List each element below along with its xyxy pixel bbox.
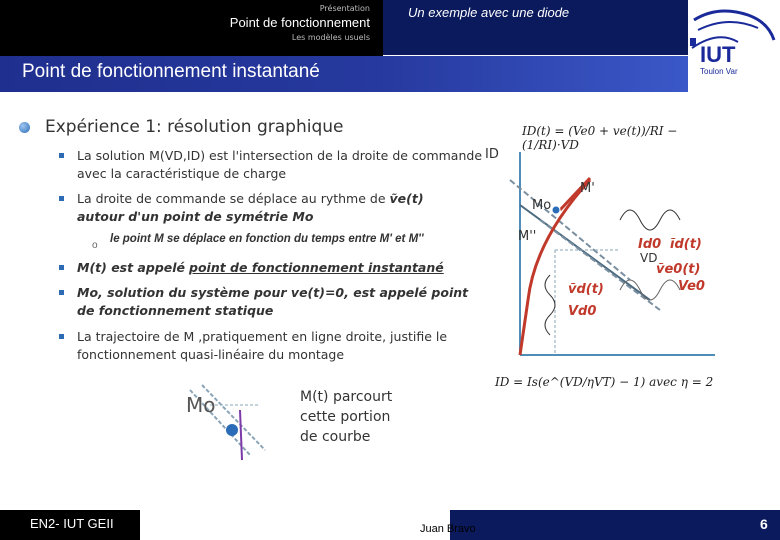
bullet-instant-point	[77, 259, 487, 277]
sub-bullet-circle-icon: o	[92, 240, 98, 251]
zoom-inset	[180, 380, 280, 465]
bullet-square-icon	[59, 265, 64, 270]
bullet-command-line	[77, 190, 487, 226]
m-prime-label: M'	[580, 181, 595, 196]
level1-heading: Expérience 1: résolution graphique	[45, 117, 344, 137]
id-t-label: ĩd(t)	[670, 237, 702, 252]
ve0-t-label: ṽe0(t)	[656, 262, 701, 277]
bullet-static-text: solution du système pour ve(t)=0, est appelé point de fonctionnement statique	[77, 285, 469, 318]
sub-bullet-move: le point M se déplace en fonction du temps entre M' et M''	[110, 233, 424, 245]
bullet-command-text: La droite de commande se déplace au rythme de	[77, 191, 386, 206]
bullet-square-icon	[59, 196, 64, 201]
id-axis-label: ID	[485, 147, 499, 162]
curve-note-line: cette portion	[300, 409, 391, 425]
bullet-square-icon	[59, 153, 64, 158]
vd-sine-wave	[545, 275, 555, 335]
vd-t-label: ṽd(t)	[568, 282, 604, 297]
svg-text:Toulon Var: Toulon Var	[700, 67, 738, 76]
footer-right-panel	[450, 510, 780, 540]
load-line-equation: ID(t) = (Ve0 + ve(t))/RI − (1/RI)·VD	[522, 124, 678, 152]
bullet-instant-link: point de fonctionnement instantané	[189, 260, 444, 275]
bullet-square-icon	[59, 290, 64, 295]
header-slide-topic: Un exemple avec une diode	[408, 5, 570, 20]
bullet-solution: La solution M(VD,ID) est l'intersection de la droite de commande avec la caractéristique de charge	[77, 148, 483, 181]
footer-author: Juan Bravo	[420, 523, 476, 535]
bullet-instant-lead: M(t) est appelé	[77, 260, 186, 275]
page-number: 6	[760, 516, 768, 532]
iut-logo	[688, 0, 780, 90]
bullet-command-tail: autour d'un point de symétrie Mo	[77, 209, 314, 224]
vd0-label: Vd0	[568, 304, 597, 319]
bullet-static-lead: Mo,	[77, 285, 108, 300]
header-sub-label: Les modèles usuels	[291, 33, 370, 42]
curve-note-line: de courbe	[300, 429, 371, 445]
header-main-title: Point de fonctionnement	[229, 15, 370, 30]
footer-left-panel	[0, 510, 140, 540]
zoom-arrow	[240, 410, 242, 460]
ve-sine-wave	[620, 210, 680, 230]
svg-text:IUT: IUT	[700, 42, 736, 67]
m-second-label: M''	[518, 229, 537, 244]
level1-bullet-icon	[19, 122, 30, 133]
operating-point-mo	[552, 206, 560, 214]
mo-label: Mo	[532, 198, 552, 213]
bullet-square-icon	[59, 334, 64, 339]
diode-equation: ID = Is(e^(VD/ηVT) − 1) avec η = 2	[495, 375, 714, 389]
vd-axis-label: VD	[640, 251, 658, 265]
bullet-static-point	[77, 284, 487, 320]
ve-symbol: ṽe(t)	[389, 191, 424, 206]
zoom-mo-label: Mo	[186, 393, 216, 417]
header-section-label: Présentation	[319, 4, 370, 13]
id0-label: Id0	[638, 237, 662, 252]
id-sine-wave	[620, 280, 680, 300]
curve-note	[300, 387, 392, 447]
slide-title: Point de fonctionnement instantané	[22, 61, 320, 82]
ve0-label: Ve0	[678, 279, 705, 294]
zoom-mo-point	[226, 424, 238, 436]
curve-note-line: M(t) parcourt	[300, 389, 393, 405]
bullet-trajectory: La trajectoire de M ,pratiquement en ligne droite, justifie le fonctionnement quasi-linéaire du montage	[77, 329, 448, 362]
footer-course: EN2- IUT GEII	[30, 516, 114, 531]
